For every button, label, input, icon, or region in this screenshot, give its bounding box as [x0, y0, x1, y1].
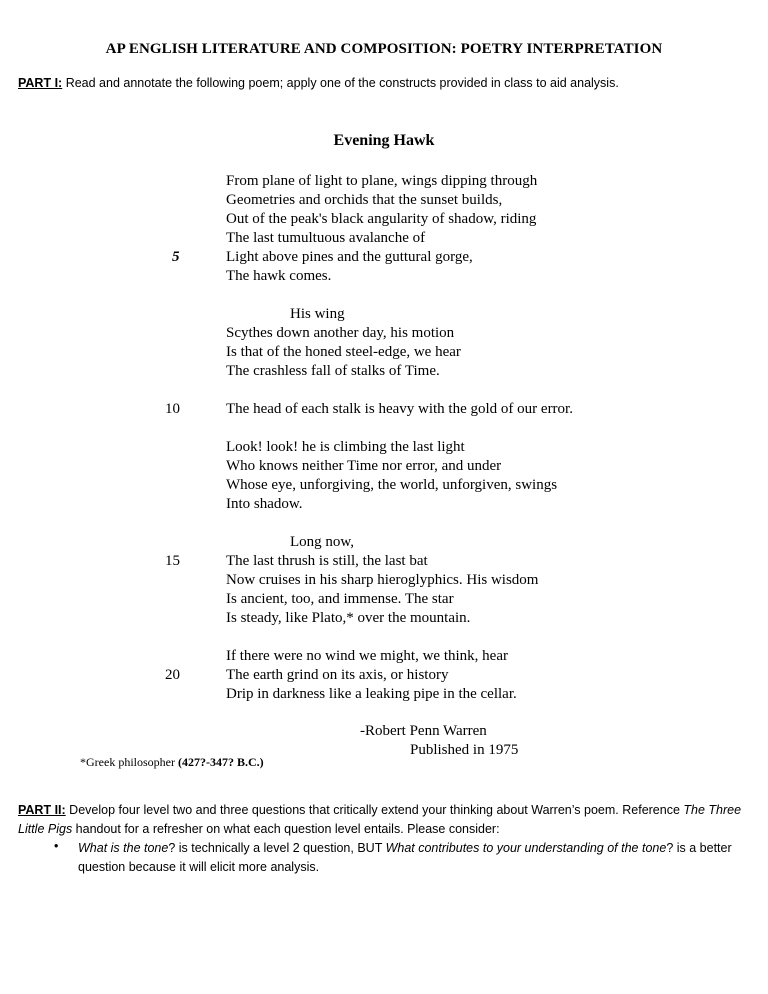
poem-line: Scythes down another day, his motion	[226, 325, 455, 341]
part-one-instructions	[18, 76, 758, 90]
poem-line: Out of the peak's black angularity of shadow, riding	[226, 211, 537, 227]
example-question-2: What contributes to your understanding of the tone	[385, 841, 667, 855]
poem-line: Look! look! he is climbing the last light	[226, 439, 465, 455]
poem-line: Who knows neither Time nor error, and under	[226, 458, 502, 474]
part-two-label: PART II:	[18, 803, 66, 817]
poem-line: The head of each stalk is heavy with the gold of our error.	[226, 401, 573, 417]
poem-line: Is ancient, too, and immense. The star	[226, 591, 454, 607]
poem-line: His wing	[290, 306, 345, 322]
poem-line: Light above pines and the guttural gorge,	[226, 249, 473, 265]
line-number: 20	[165, 667, 180, 683]
poem-line: If there were no wind we might, we think, hear	[226, 648, 508, 664]
page-title: AP ENGLISH LITERATURE AND COMPOSITION: POETRY INTERPRETATION	[105, 41, 663, 57]
bullet-text-mid: ? is technically a level 2 question, BUT	[168, 841, 386, 855]
poem-line: The last tumultuous avalanche of	[226, 230, 426, 246]
footnote-text: *Greek philosopher	[80, 755, 178, 769]
line-number: 15	[165, 553, 180, 569]
publication-date: Published in 1975	[410, 742, 519, 758]
poem-line: Whose eye, unforgiving, the world, unforgiven, swings	[226, 477, 558, 493]
part-two-text-end: handout for a refresher on what each question level entails. Please consider:	[72, 822, 500, 836]
poem-author: -Robert Penn Warren	[360, 723, 487, 739]
poem-line: The last thrush is still, the last bat	[226, 553, 428, 569]
footnote-dates: (427?-347? B.C.)	[177, 755, 264, 769]
poem-line: Geometries and orchids that the sunset builds,	[226, 192, 503, 208]
poem-line: From plane of light to plane, wings dipping through	[226, 173, 538, 189]
poem-line: Now cruises in his sharp hieroglyphics. His wisdom	[226, 572, 539, 588]
handout-title: The Three Little Pigs	[18, 803, 742, 836]
poem-line: The hawk comes.	[226, 268, 332, 284]
part-one-label: PART I:	[18, 76, 63, 90]
poem-line: The crashless fall of stalks of Time.	[226, 363, 440, 379]
part-two-text: Develop four level two and three questions that critically extend your thinking about Warren’s poem. Reference	[65, 803, 684, 817]
bullet-text-end: ? is a better question because it will elicit more analysis.	[78, 841, 732, 874]
poem-line: Drip in darkness like a leaking pipe in the cellar.	[226, 686, 517, 702]
bullet-item	[78, 839, 748, 877]
part-two-instructions	[18, 801, 758, 839]
example-question-1: What is the tone	[78, 841, 169, 855]
poem-line: Long now,	[290, 534, 355, 550]
poem-title: Evening Hawk	[333, 132, 435, 149]
line-number: 10	[165, 401, 180, 417]
poem-line: Is that of the honed steel-edge, we hear	[226, 344, 461, 360]
poem-line: Is steady, like Plato,* over the mountain.	[226, 610, 471, 626]
poem-line: The earth grind on its axis, or history	[226, 667, 449, 683]
line-number: 5	[172, 249, 180, 265]
footnote	[80, 755, 264, 770]
part-one-text: Read and annotate the following poem; apply one of the constructs provided in class to aid analysis.	[62, 76, 619, 90]
poem-line: Into shadow.	[226, 496, 303, 512]
bullet-icon: •	[54, 839, 59, 853]
